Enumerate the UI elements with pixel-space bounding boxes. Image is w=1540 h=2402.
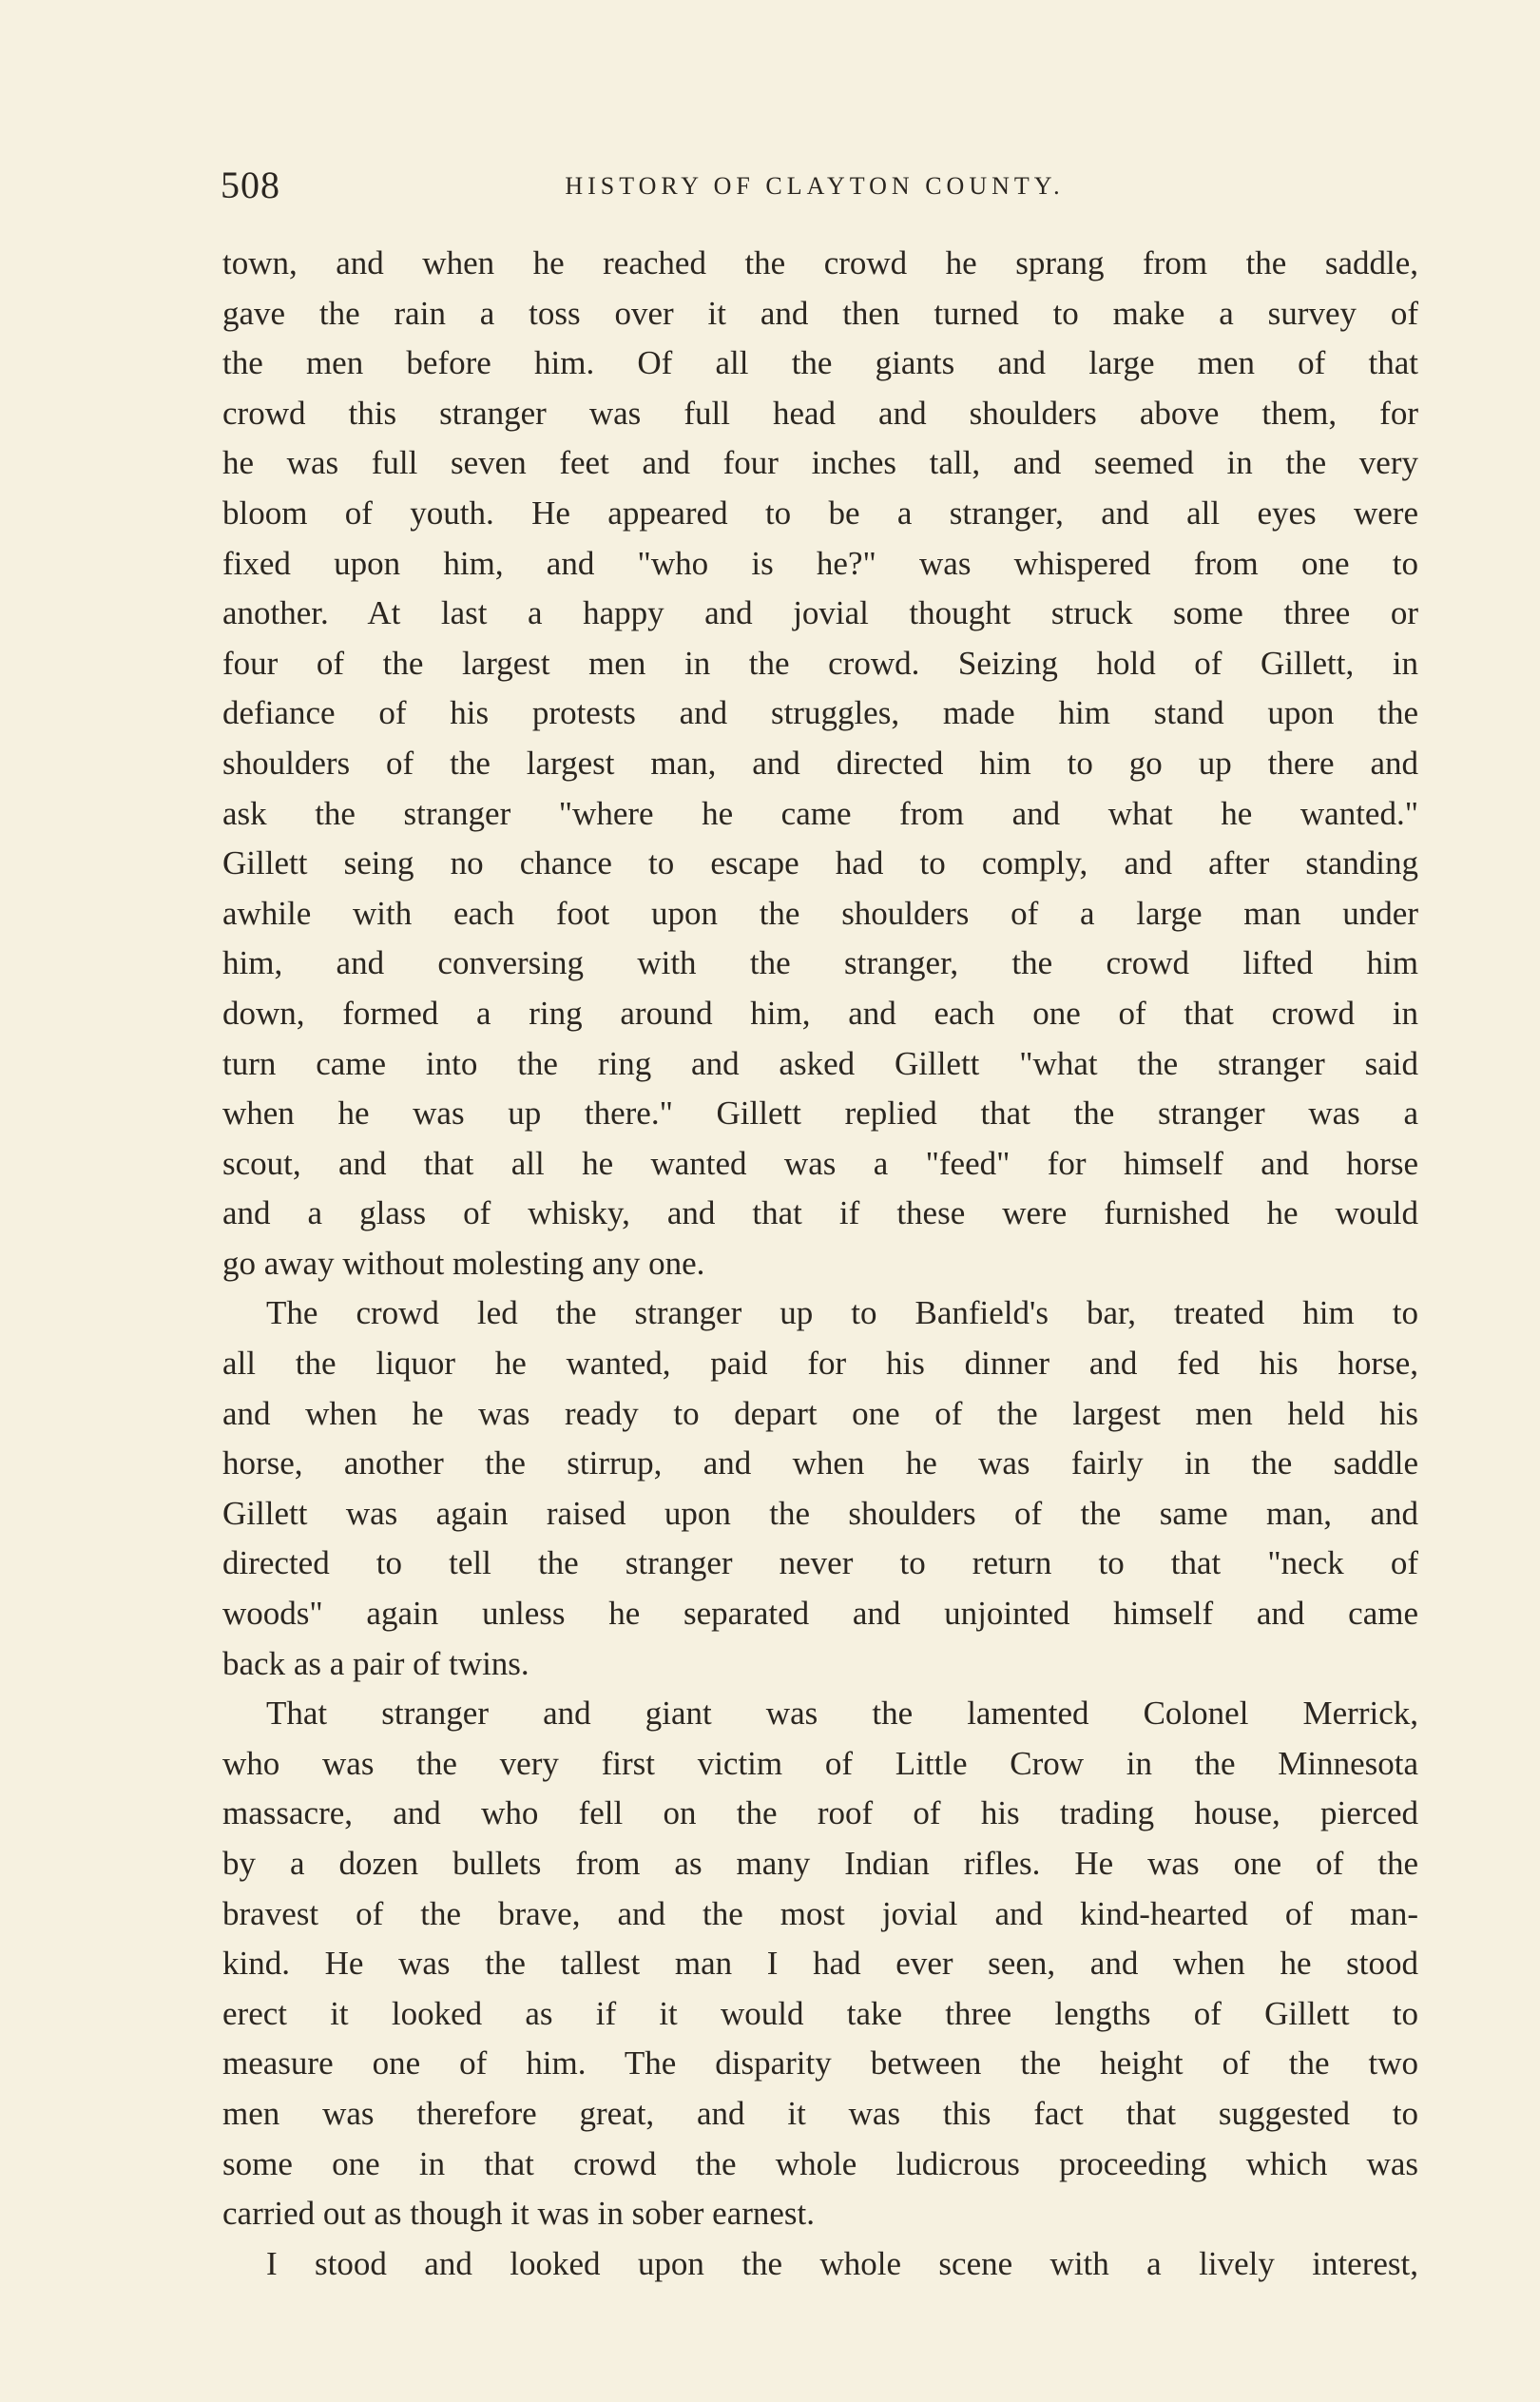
text-line: him, and conversing with the stranger, the crowd lifted him [222,944,1418,982]
text-line: when he was up there." Gillett replied that the stranger was a [222,1094,1418,1133]
text-line: by a dozen bullets from as many Indian rifles. He was one of the [222,1845,1418,1882]
text-line: and when he was ready to depart one of the largest men held his [222,1394,1418,1432]
text-line: some one in that crowd the whole ludicrous proceeding which was [222,2144,1418,2182]
text-line: defiance of his protests and struggles, made him stand upon the [222,694,1418,732]
text-line: he was full seven feet and four inches tall, and seemed in the very [222,444,1418,482]
text-line: horse, another the stirrup, and when he was fairly in the saddle [222,1444,1418,1482]
text-line: crowd this stranger was full head and shoulders above them, for [222,394,1418,432]
text-line: erect it looked as if it would take three lengths of Gillett to [222,1994,1418,2032]
text-line: I stood and looked upon the whole scene with a lively interest, [266,2244,1418,2282]
text-line: Gillett seing no chance to escape had to comply, and after standing [222,844,1418,882]
text-line: bravest of the brave, and the most jovial and kind-hearted of man- [222,1894,1418,1932]
text-line: four of the largest men in the crowd. Seizing hold of Gillett, in [222,644,1418,682]
text-line: all the liquor he wanted, paid for his dinner and fed his horse, [222,1345,1418,1383]
text-line: back as a pair of twins. [222,1644,529,1682]
text-line: the men before him. Of all the giants and large men of that [222,344,1418,382]
body-text [222,239,1418,2289]
text-line: shoulders of the largest man, and directed him to go up there and [222,744,1418,782]
text-line: directed to tell the stranger never to return to that "neck of [222,1544,1418,1582]
text-line: The crowd led the stranger up to Banfield's bar, treated him to [266,1294,1418,1332]
text-line: That stranger and giant was the lamented Colonel Merrick, [266,1695,1418,1733]
text-line: massacre, and who fell on the roof of his trading house, pierced [222,1794,1418,1832]
text-line: town, and when he reached the crowd he sprang from the saddle, [222,244,1418,281]
text-line: Gillett was again raised upon the shoulders of the same man, and [222,1494,1418,1532]
text-line: gave the rain a toss over it and then turned to make a survey of [222,294,1418,332]
text-line: fixed upon him, and "who is he?" was whispered from one to [222,544,1418,582]
text-line: another. At last a happy and jovial thought struck some three or [222,594,1418,632]
text-line: men was therefore great, and it was this fact that suggested to [222,2094,1418,2132]
text-line: who was the very first victim of Little Crow in the Minnesota [222,1744,1418,1782]
page-header [221,162,1409,209]
text-line: ask the stranger "where he came from and what he wanted." [222,794,1418,832]
text-line: go away without molesting any one. [222,1244,705,1282]
text-line: turn came into the ring and asked Gillett "what the stranger said [222,1044,1418,1082]
page-number: 508 [221,164,280,206]
text-line: and a glass of whisky, and that if these were furnished he would [222,1194,1418,1232]
running-head: HISTORY OF CLAYTON COUNTY. [565,172,1065,200]
text-line: bloom of youth. He appeared to be a stranger, and all eyes were [222,494,1418,532]
text-line: scout, and that all he wanted was a "feed" for himself and horse [222,1144,1418,1182]
text-line: woods" again unless he separated and unjointed himself and came [222,1595,1418,1633]
text-line: awhile with each foot upon the shoulders of a large man under [222,894,1418,932]
text-line: kind. He was the tallest man I had ever seen, and when he stood [222,1945,1418,1983]
text-line: measure one of him. The disparity between the height of the two [222,2044,1418,2082]
text-line: down, formed a ring around him, and each one of that crowd in [222,994,1418,1032]
text-line: carried out as though it was in sober earnest. [222,2195,816,2233]
